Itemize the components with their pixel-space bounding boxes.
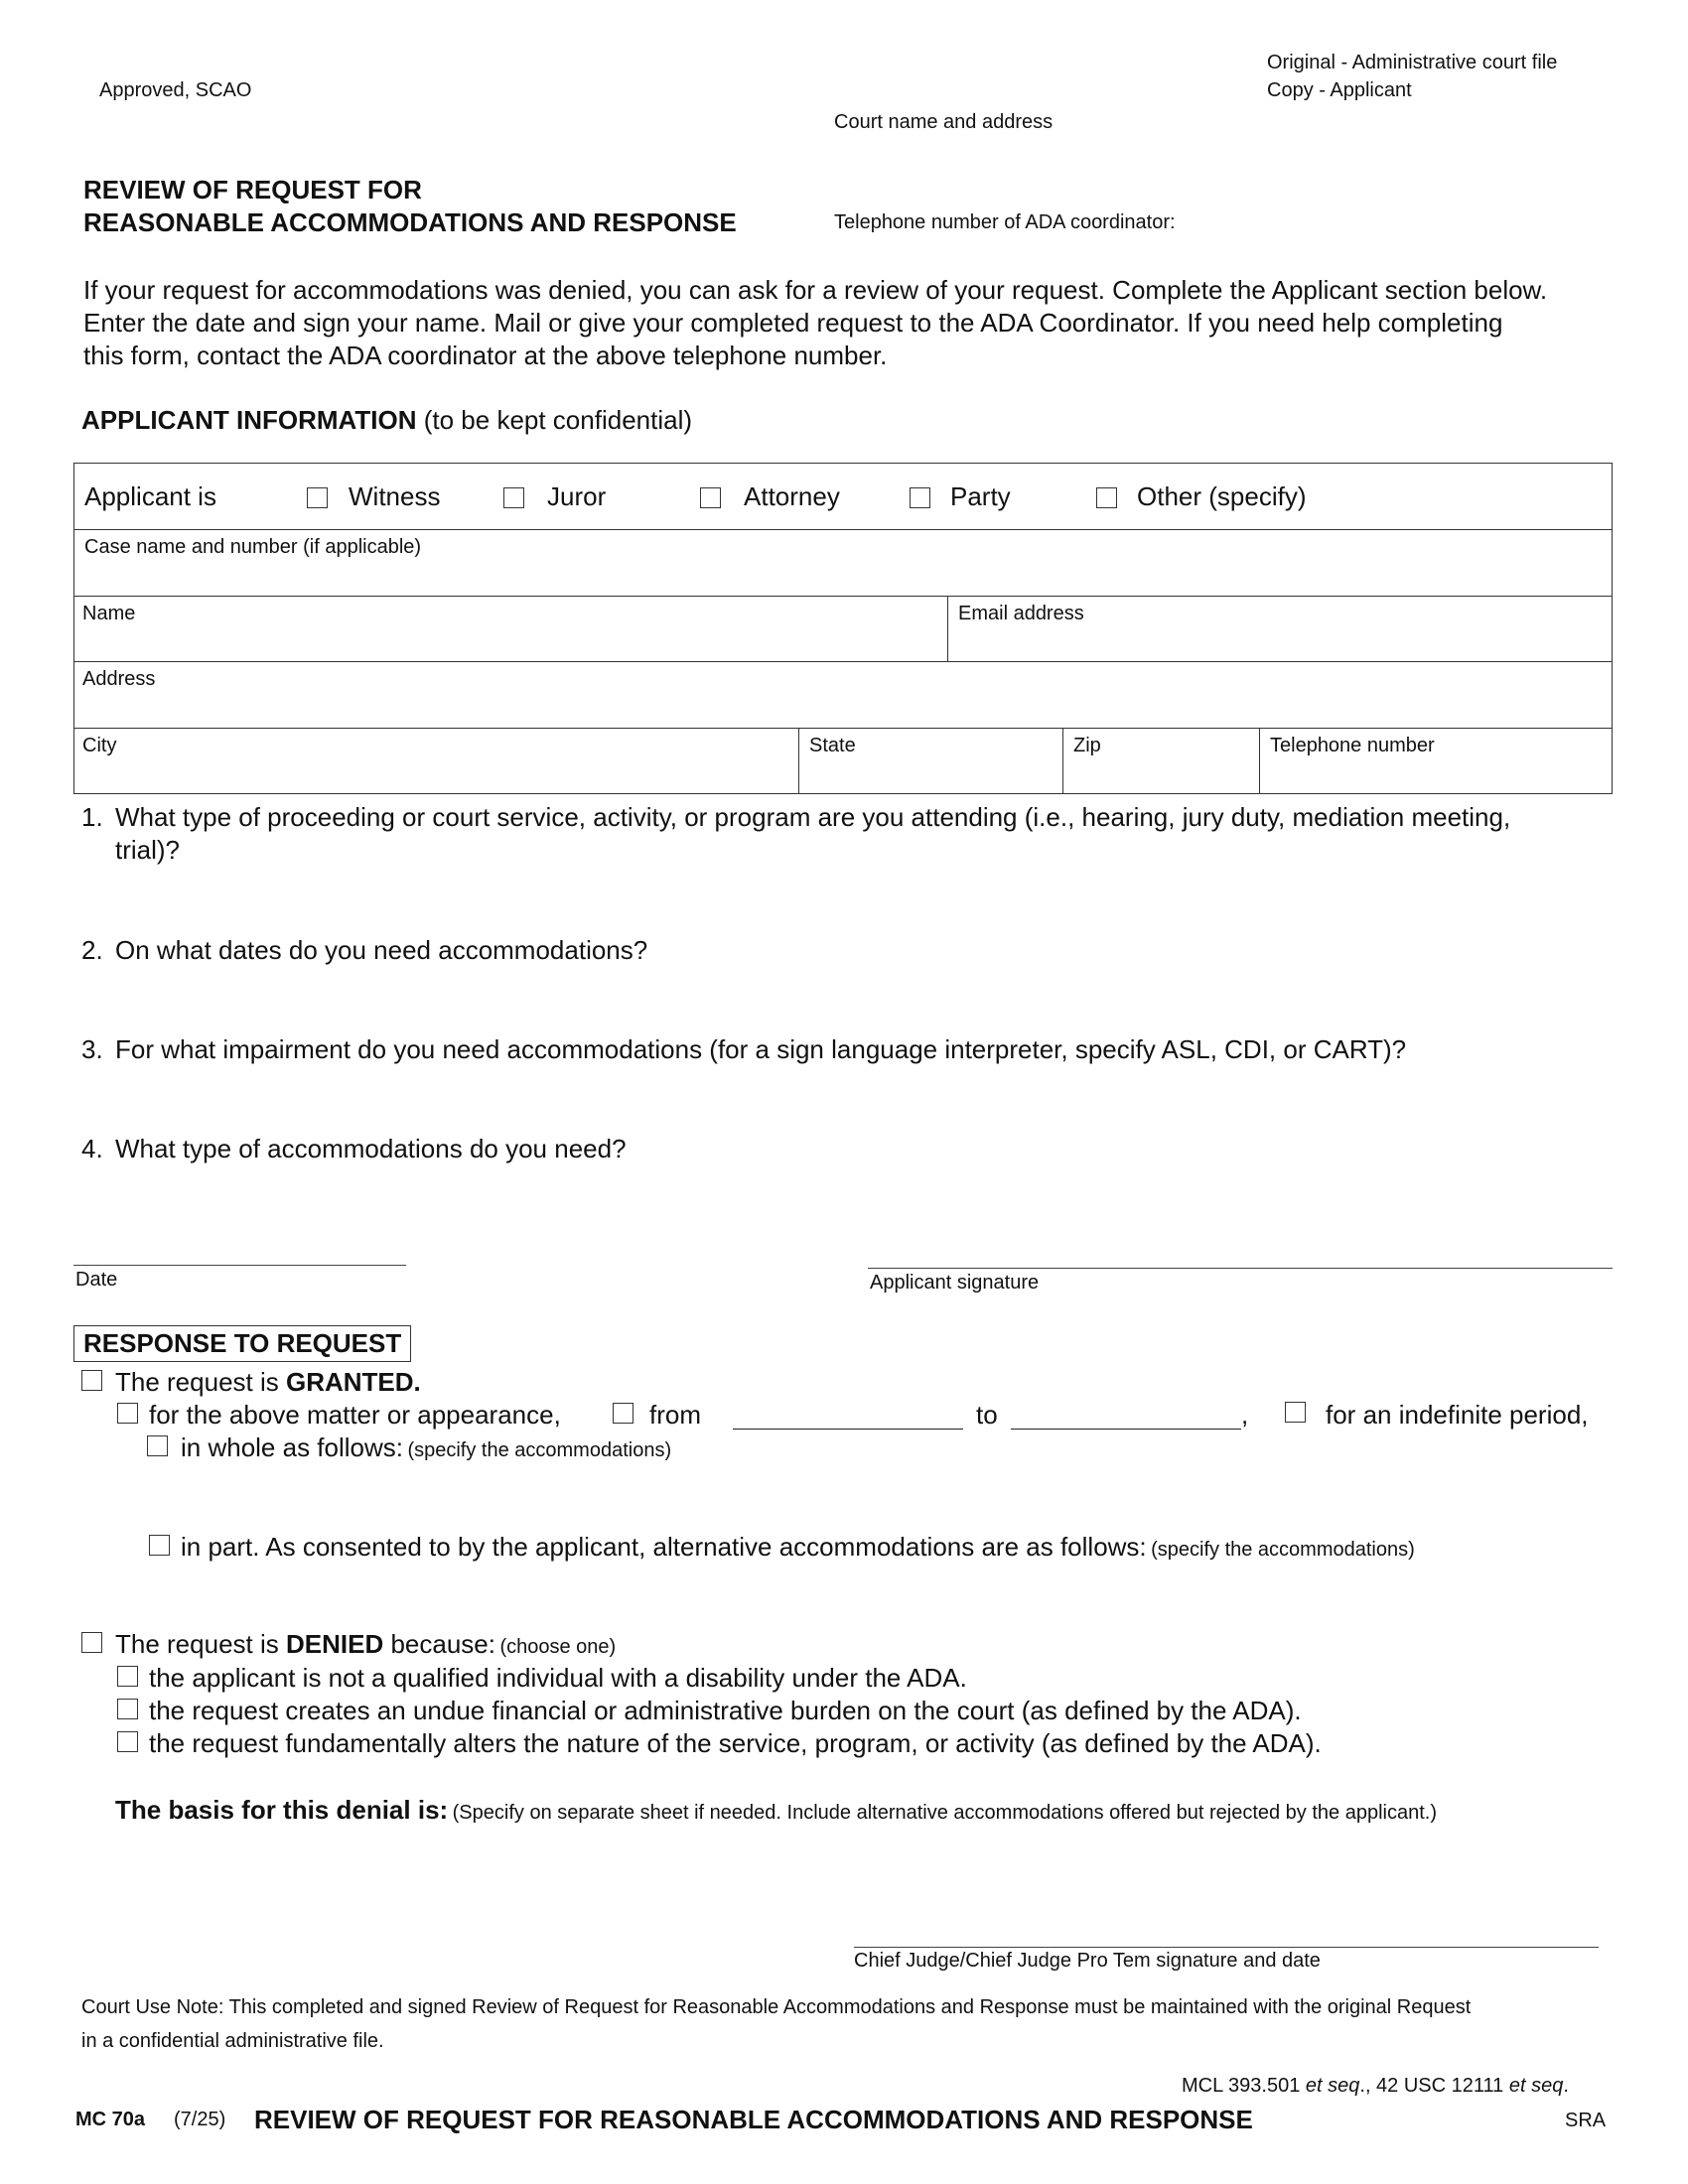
- from-checkbox[interactable]: [613, 1403, 633, 1424]
- name-label: Name: [82, 603, 136, 624]
- granted-checkbox[interactable]: [81, 1370, 102, 1391]
- in-part-line: [181, 1532, 1415, 1563]
- in-whole-label: in whole as follows:: [181, 1433, 403, 1462]
- in-part-checkbox[interactable]: [149, 1535, 170, 1556]
- applicant-info-table: [73, 463, 1613, 794]
- in-whole-checkbox[interactable]: [147, 1435, 168, 1456]
- case-field[interactable]: [74, 529, 1612, 596]
- in-part-label: in part. As consented to by the applicant, alternative accommodations are as follows:: [181, 1532, 1147, 1562]
- attorney-label: Attorney: [744, 481, 840, 511]
- reason-undue-burden-checkbox[interactable]: [117, 1699, 138, 1719]
- denial-basis-line: [115, 1795, 1437, 1826]
- attorney-checkbox[interactable]: [700, 487, 721, 508]
- zip-label: Zip: [1073, 735, 1101, 756]
- applicant-info-heading: [81, 405, 692, 436]
- phone-field[interactable]: [1260, 729, 1612, 794]
- intro-line3: this form, contact the ADA coordinator at the above telephone number.: [83, 341, 888, 370]
- citation-mid: ., 42 USC 12111: [1359, 2075, 1509, 2097]
- above-matter-label: for the above matter or appearance,: [149, 1400, 561, 1430]
- city-label: City: [82, 735, 117, 756]
- q1-number: 1.: [81, 802, 103, 832]
- citation-etseq-2: et seq: [1508, 2075, 1564, 2097]
- reason-not-qualified-label: the applicant is not a qualified individual with a disability under the ADA.: [149, 1663, 967, 1693]
- q2-number: 2.: [81, 935, 103, 965]
- state-label: State: [809, 735, 856, 756]
- other-checkbox[interactable]: [1096, 487, 1117, 508]
- q2-text: On what dates do you need accommodations?: [115, 935, 648, 965]
- name-field[interactable]: [74, 597, 947, 662]
- intro-line2: Enter the date and sign your name. Mail or give your completed request to the ADA Coordinator. If you need help completing: [83, 308, 1503, 338]
- court-use-note-line1: Court Use Note: This completed and signed Review of Request for Reasonable Accommodations and Response must be maintained with the original Request: [81, 1996, 1472, 2018]
- other-label: Other (specify): [1137, 481, 1307, 511]
- name-email-row: [74, 596, 1612, 661]
- in-whole-line: [181, 1433, 671, 1463]
- granted-line: [115, 1367, 421, 1398]
- to-comma: ,: [1241, 1400, 1249, 1430]
- judge-signature-line[interactable]: [854, 1947, 1599, 1948]
- to-label: to: [976, 1400, 998, 1430]
- reason-alters-nature-checkbox[interactable]: [117, 1731, 138, 1752]
- ada-phone-label: Telephone number of ADA coordinator:: [834, 211, 1176, 233]
- form-title-line2: REASONABLE ACCOMMODATIONS AND RESPONSE: [83, 207, 737, 237]
- response-heading: RESPONSE TO REQUEST: [73, 1325, 411, 1362]
- form-title-line1: REVIEW OF REQUEST FOR: [83, 175, 422, 205]
- applicant-info-heading-note: (to be kept confidential): [423, 405, 693, 435]
- from-label: from: [649, 1400, 701, 1430]
- witness-label: Witness: [349, 481, 441, 511]
- footer-form-title: REVIEW OF REQUEST FOR REASONABLE ACCOMMODATIONS AND RESPONSE: [254, 2105, 1253, 2134]
- denied-word: DENIED: [285, 1629, 384, 1659]
- in-whole-note: (specify the accommodations): [407, 1439, 672, 1461]
- city-state-zip-row: [74, 728, 1612, 793]
- indefinite-checkbox[interactable]: [1285, 1402, 1306, 1423]
- case-label: Case name and number (if applicable): [84, 536, 422, 558]
- denied-line: [115, 1629, 616, 1660]
- denial-basis-note: (Specify on separate sheet if needed. Include alternative accommodations offered but rejected by the applicant.): [452, 1802, 1437, 1824]
- denied-checkbox[interactable]: [81, 1632, 102, 1653]
- q3-text: For what impairment do you need accommodations (for a sign language interpreter, specify ASL, CDI, or CART)?: [115, 1034, 1407, 1064]
- party-checkbox[interactable]: [910, 487, 930, 508]
- email-label: Email address: [958, 603, 1084, 624]
- date-line[interactable]: [73, 1265, 406, 1266]
- approved-text: Approved, SCAO: [99, 79, 252, 101]
- citation-etseq-1: et seq: [1305, 2075, 1360, 2097]
- denied-prefix: The request is: [115, 1629, 286, 1659]
- form-date: (7/25): [174, 2109, 226, 2130]
- denied-suffix: because:: [383, 1629, 495, 1659]
- reason-alters-nature-label: the request fundamentally alters the nature of the service, program, or activity (as defined by the ADA).: [149, 1728, 1322, 1758]
- reason-not-qualified-checkbox[interactable]: [117, 1666, 138, 1687]
- juror-checkbox[interactable]: [503, 487, 524, 508]
- distribution-copy: Copy - Applicant: [1267, 79, 1412, 101]
- citation-end: .: [1563, 2075, 1569, 2097]
- intro-line1: If your request for accommodations was denied, you can ask for a review of your request. Complete the Applicant section below.: [83, 275, 1548, 305]
- granted-prefix: The request is: [115, 1367, 286, 1397]
- juror-label: Juror: [547, 481, 607, 511]
- to-date-line[interactable]: [1011, 1429, 1241, 1430]
- q4-text: What type of accommodations do you need?: [115, 1134, 627, 1163]
- above-matter-checkbox[interactable]: [117, 1403, 138, 1424]
- party-label: Party: [950, 481, 1011, 511]
- applicant-signature-label: Applicant signature: [870, 1272, 1040, 1294]
- denial-basis-label: The basis for this denial is:: [115, 1795, 449, 1825]
- judge-signature-label: Chief Judge/Chief Judge Pro Tem signature and date: [854, 1950, 1321, 1972]
- date-label: Date: [75, 1269, 118, 1291]
- from-date-line[interactable]: [733, 1429, 963, 1430]
- address-label: Address: [82, 668, 156, 690]
- email-field[interactable]: [948, 597, 1612, 662]
- form-number: MC 70a: [75, 2109, 146, 2130]
- applicant-info-heading-text: APPLICANT INFORMATION: [81, 405, 417, 435]
- zip-field[interactable]: [1063, 729, 1257, 794]
- q4-number: 4.: [81, 1134, 103, 1163]
- q1-line2: trial)?: [115, 835, 181, 865]
- phone-label: Telephone number: [1270, 735, 1435, 756]
- court-use-note-line2: in a confidential administrative file.: [81, 2030, 384, 2052]
- form-code: SRA: [1565, 2110, 1607, 2131]
- applicant-signature-line[interactable]: [868, 1268, 1613, 1269]
- city-field[interactable]: [74, 729, 798, 794]
- q3-number: 3.: [81, 1034, 103, 1064]
- in-part-note: (specify the accommodations): [1151, 1539, 1415, 1561]
- state-field[interactable]: [799, 729, 1062, 794]
- indefinite-label: for an indefinite period,: [1326, 1400, 1589, 1430]
- address-field[interactable]: [74, 661, 1612, 728]
- statute-citation: [1182, 2075, 1569, 2098]
- applicant-is-label: Applicant is: [84, 481, 216, 511]
- citation-prefix: MCL 393.501: [1182, 2075, 1306, 2097]
- distribution-original: Original - Administrative court file: [1267, 52, 1558, 73]
- court-name-label: Court name and address: [834, 111, 1054, 133]
- granted-word: GRANTED.: [285, 1367, 421, 1397]
- denied-note: (choose one): [499, 1636, 617, 1658]
- reason-undue-burden-label: the request creates an undue financial or administrative burden on the court (as defined by the ADA).: [149, 1696, 1302, 1725]
- witness-checkbox[interactable]: [307, 487, 328, 508]
- q1-line1: What type of proceeding or court service, activity, or program are you attending (i.e., hearing, jury duty, mediation meeting,: [115, 802, 1511, 832]
